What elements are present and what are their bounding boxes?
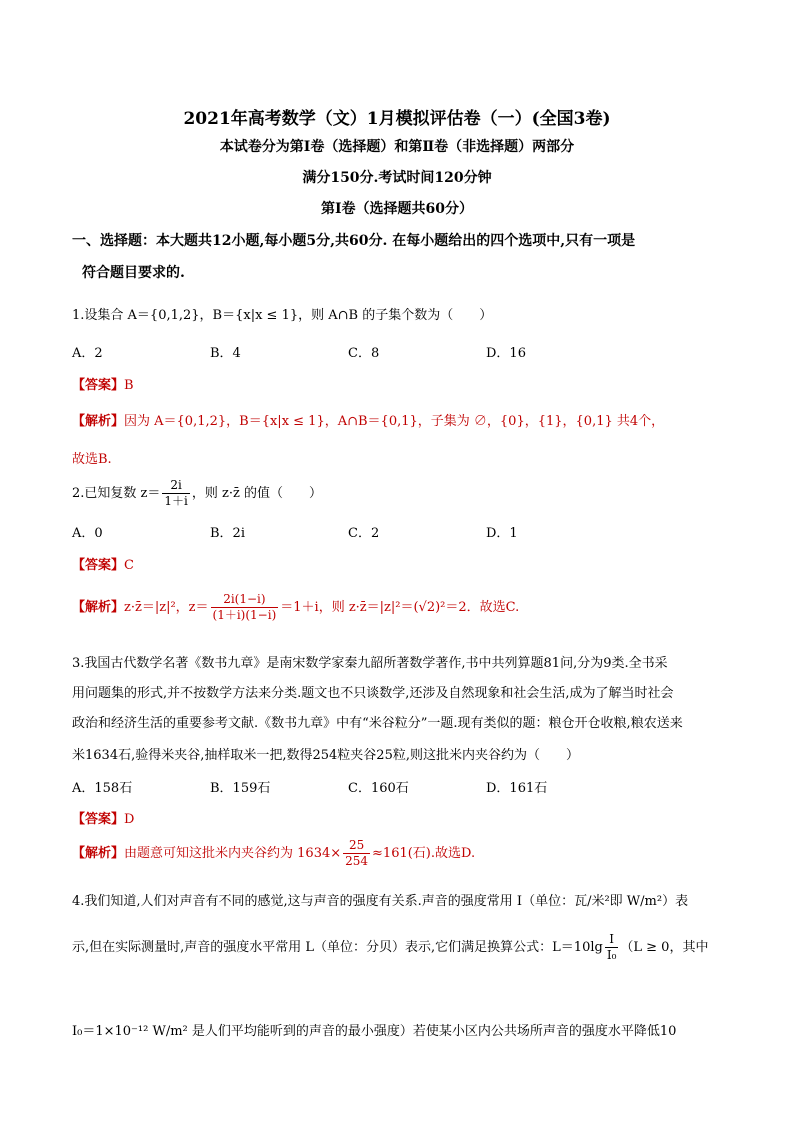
- q3-option-a[interactable]: A．158石: [72, 781, 133, 796]
- q3-answer-value: D: [124, 812, 135, 827]
- q3-answer: [72, 808, 134, 827]
- q3-analysis-fraction: [343, 838, 370, 869]
- section-heading: 一、选择题：本大题共12小题,每小题5分,共60分. 在每小题给出的四个选项中,只有一项是: [72, 233, 636, 249]
- q2-option-b[interactable]: B．2i: [210, 526, 245, 541]
- q4-line2-post: （L ≥ 0，其中: [620, 940, 709, 955]
- q2-answer: [72, 554, 134, 573]
- q2-option-d[interactable]: D．1: [486, 526, 518, 541]
- q4-line2-pre: 示,但在实际测量时,声音的强度水平常用 L（单位：分贝）表示,它们满足换算公式：L＝10lg: [72, 940, 603, 955]
- exam-structure-note: 本试卷分为第Ⅰ卷（选择题）和第Ⅱ卷（非选择题）两部分: [219, 139, 575, 155]
- q2-analysis-post: ＝1＋i，则 z·z̄＝|z|²＝(√2)²＝2．故选C.: [280, 600, 520, 615]
- q3-stem-line1: 3.我国古代数学名著《数书九章》是南宋数学家秦九韶所著数学著作,书中共列算题81问,分为9类.全书采: [72, 656, 668, 671]
- q2-stem-pre: 2.已知复数 z＝: [72, 486, 161, 501]
- q1-answer: [72, 374, 134, 393]
- q3-stem-line4: 米1634石,验得米夹谷,抽样取米一把,数得254粒夹谷25粒,则这批米内夹谷约为（ ）: [72, 748, 579, 763]
- q4-stem-line3: I₀＝1×10⁻¹² W/m² 是人们平均能听到的声音的最小强度）若使某小区内公共场所声音的强度水平降低10: [72, 1024, 677, 1039]
- q2-option-a[interactable]: A．0: [72, 526, 103, 541]
- section-heading-cont: 符合题目要求的.: [82, 265, 185, 281]
- q3-analysis-num: 25: [343, 838, 370, 854]
- exam-score-time: 满分150分.考试时间120分钟: [302, 170, 492, 186]
- q2-analysis-pre: z·z̄＝|z|²，z＝: [124, 600, 209, 615]
- q4-fraction: [605, 932, 619, 963]
- analysis-tag: 【解析】: [72, 846, 125, 861]
- q3-analysis: [72, 836, 475, 872]
- q2-frac-den: 1＋i: [164, 494, 188, 508]
- q3-option-d[interactable]: D．161石: [486, 781, 548, 796]
- q2-option-c[interactable]: C．2: [348, 526, 380, 541]
- q1-option-a[interactable]: A．2: [72, 346, 103, 361]
- analysis-tag: 【解析】: [72, 600, 125, 615]
- answer-tag: 【答案】: [72, 558, 125, 573]
- q1-analysis-text: 因为 A＝{0,1,2}，B＝{x|x ≤ 1}，A∩B＝{0,1}，子集为 ∅，{0}，{1}，{0,1} 共4个，: [124, 414, 665, 429]
- q3-analysis-pre: 由题意可知这批米内夹谷约为 1634×: [124, 846, 342, 861]
- q2-stem-post: ，则 z·z̄ 的值（ ）: [191, 486, 322, 501]
- q4-frac-num: I: [605, 932, 619, 948]
- q2-answer-value: C: [124, 558, 134, 573]
- q2-analysis-den: (1＋i)(1−i): [212, 608, 277, 622]
- q2-frac-num: 2i: [162, 478, 189, 494]
- q1-answer-value: B: [124, 378, 134, 393]
- answer-tag: 【答案】: [72, 378, 125, 393]
- exam-title: 2021年高考数学（文）1月模拟评估卷（一）(全国3卷): [183, 109, 611, 129]
- q2-fraction: [162, 478, 189, 509]
- q1-option-d[interactable]: D．16: [486, 346, 526, 361]
- answer-tag: 【答案】: [72, 812, 125, 827]
- q1-option-b[interactable]: B．4: [210, 346, 241, 361]
- q4-stem-line1: 4.我们知道,人们对声音有不同的感觉,这与声音的强度有关系.声音的强度常用 I（单位：瓦/米²即 W/m²）表: [72, 894, 689, 909]
- q1-stem: 1.设集合 A＝{0,1,2}，B＝{x|x ≤ 1}，则 A∩B 的子集个数为（ ）: [72, 308, 493, 323]
- q1-analysis-cont: 故选B.: [72, 452, 112, 467]
- part-one-heading: 第Ⅰ卷（选择题共60分）: [320, 201, 474, 217]
- q1-option-c[interactable]: C．8: [348, 346, 380, 361]
- analysis-tag: 【解析】: [72, 414, 125, 429]
- q3-stem-line3: 政治和经济生活的重要参考文献.《数书九章》中有“米谷粒分”一题.现有类似的题：粮仓开仓收粮,粮农送来: [72, 716, 683, 731]
- q4-frac-den: I₀: [606, 948, 617, 962]
- q2-analysis-fraction: [211, 592, 279, 623]
- q2-analysis: [72, 590, 519, 626]
- q3-option-c[interactable]: C．160石: [348, 781, 409, 796]
- q2-stem: [72, 476, 322, 512]
- q3-stem-line2: 用问题集的形式,并不按数学方法来分类.题文也不只谈数学,还涉及自然现象和社会生活,成为了解当时社会: [72, 686, 674, 701]
- q4-stem-line2: [72, 930, 708, 966]
- q3-option-b[interactable]: B．159石: [210, 781, 271, 796]
- q1-analysis: [72, 410, 664, 429]
- q3-analysis-post: ≈161(石).故选D.: [372, 846, 476, 861]
- q3-analysis-den: 254: [345, 854, 369, 868]
- q2-analysis-num: 2i(1−i): [211, 592, 279, 608]
